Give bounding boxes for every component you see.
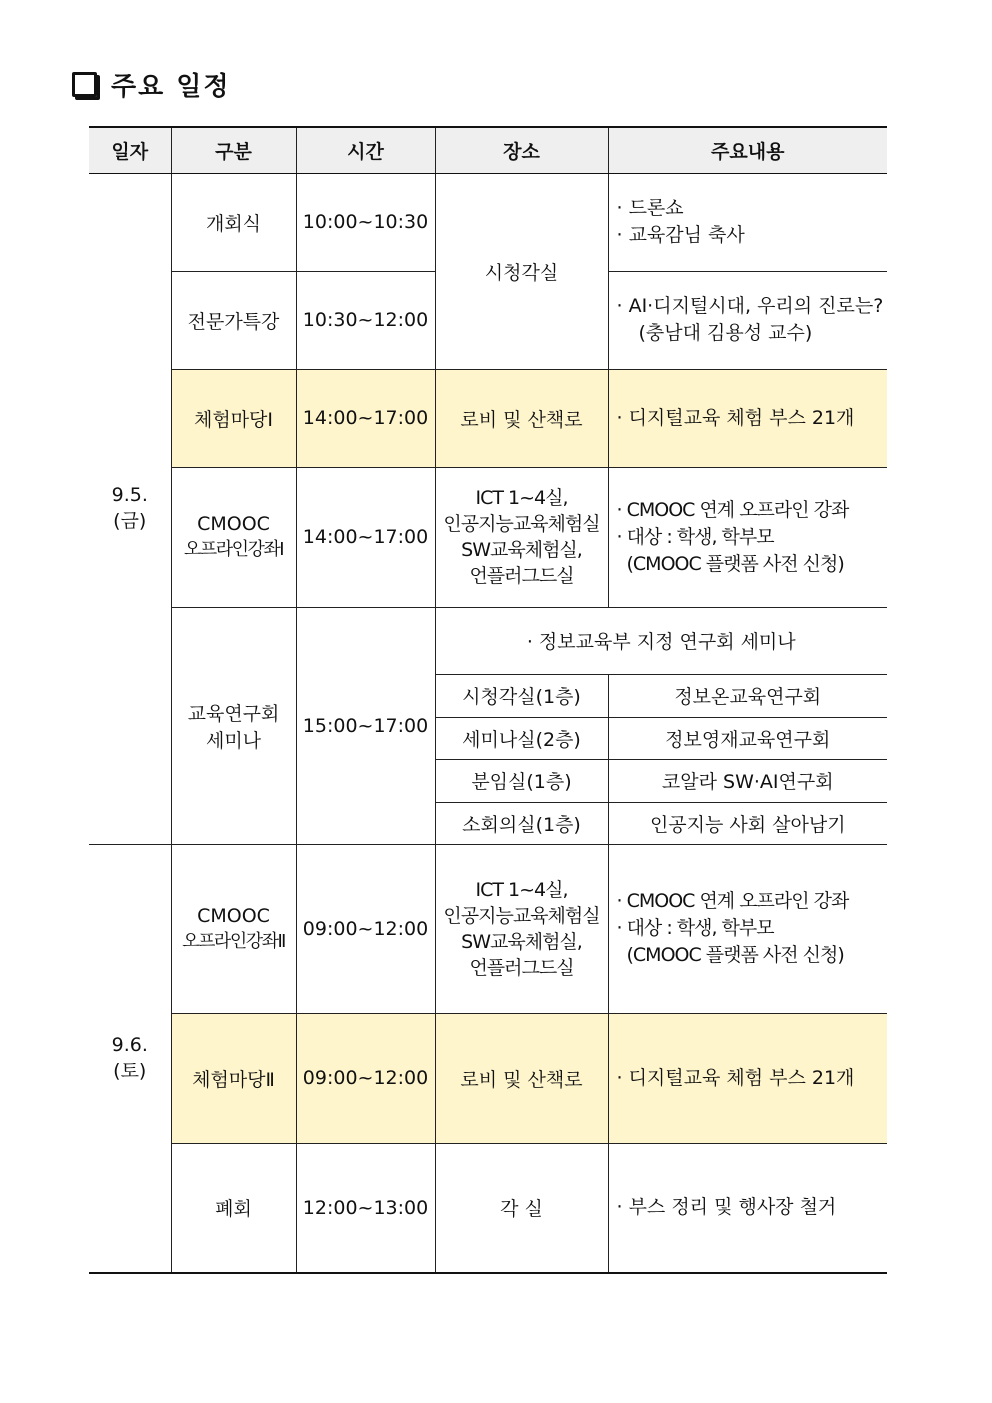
category-cell: CMOOC 오프라인강좌Ⅰ — [171, 467, 296, 607]
content-cell: · 디지털교육 체험 부스 21개 — [608, 1013, 887, 1143]
group-cell: 정보영재교육연구회 — [608, 717, 887, 759]
seminar-summary-cell: · 정보교육부 지정 연구회 세미나 — [435, 607, 887, 674]
content-cell: · 부스 정리 및 행사장 철거 — [608, 1143, 887, 1273]
time-cell: 14:00~17:00 — [296, 467, 435, 607]
time-cell: 14:00~17:00 — [296, 369, 435, 467]
time-cell: 15:00~17:00 — [296, 607, 435, 844]
table-row — [89, 1143, 887, 1273]
content-cell: · AI·디지털시대, 우리의 진로는? (충남대 김용성 교수) — [608, 271, 887, 369]
place-cell: 로비 및 산책로 — [435, 369, 608, 467]
category-cell: CMOOC 오프라인강좌Ⅱ — [171, 844, 296, 1013]
content-cell: · CMOOC 연계 오프라인 강좌 · 대상 : 학생, 학부모 (CMOOC 플랫폼 사전 신청) — [608, 844, 887, 1013]
category-cell: 체험마당Ⅱ — [171, 1013, 296, 1143]
category-cell: 전문가특강 — [171, 271, 296, 369]
header-date: 일자 — [89, 127, 171, 173]
place-cell: 각 실 — [435, 1143, 608, 1273]
page-title: 주요 일정 — [111, 71, 231, 102]
place-cell: 분임실(1층) — [435, 759, 608, 802]
content-cell: · 드론쇼 · 교육감님 축사 — [608, 173, 887, 271]
header-content: 주요내용 — [608, 127, 887, 173]
section-title — [72, 66, 231, 102]
group-cell: 코알라 SW·AI연구회 — [608, 759, 887, 802]
place-cell: 소회의실(1층) — [435, 802, 608, 844]
header-category: 구분 — [171, 127, 296, 173]
time-cell: 09:00~12:00 — [296, 1013, 435, 1143]
checkbox-square-icon — [72, 72, 97, 97]
time-cell: 10:30~12:00 — [296, 271, 435, 369]
table-row — [89, 844, 887, 1013]
place-cell: 시청각실 — [435, 173, 608, 369]
header-place: 장소 — [435, 127, 608, 173]
table-header-row — [89, 127, 887, 173]
content-cell: · CMOOC 연계 오프라인 강좌 · 대상 : 학생, 학부모 (CMOOC 플랫폼 사전 신청) — [608, 467, 887, 607]
content-cell: · 디지털교육 체험 부스 21개 — [608, 369, 887, 467]
table-row — [89, 1013, 887, 1143]
schedule-table — [89, 126, 887, 1274]
table-row — [89, 369, 887, 467]
place-cell: ICT 1~4실, 인공지능교육체험실 SW교육체험실, 언플러그드실 — [435, 844, 608, 1013]
table-row — [89, 173, 887, 271]
category-cell: 체험마당Ⅰ — [171, 369, 296, 467]
table-row — [89, 607, 887, 674]
time-cell: 10:00~10:30 — [296, 173, 435, 271]
place-cell: 시청각실(1층) — [435, 674, 608, 717]
place-cell: 로비 및 산책로 — [435, 1013, 608, 1143]
date-cell-day2: 9.6. (토) — [89, 844, 171, 1273]
group-cell: 인공지능 사회 살아남기 — [608, 802, 887, 844]
category-cell: 폐회 — [171, 1143, 296, 1273]
time-cell: 12:00~13:00 — [296, 1143, 435, 1273]
place-cell: ICT 1~4실, 인공지능교육체험실 SW교육체험실, 언플러그드실 — [435, 467, 608, 607]
date-cell-day1: 9.5. (금) — [89, 173, 171, 844]
header-time: 시간 — [296, 127, 435, 173]
group-cell: 정보온교육연구회 — [608, 674, 887, 717]
table-row — [89, 467, 887, 607]
category-cell: 교육연구회 세미나 — [171, 607, 296, 844]
place-cell: 세미나실(2층) — [435, 717, 608, 759]
time-cell: 09:00~12:00 — [296, 844, 435, 1013]
category-cell: 개회식 — [171, 173, 296, 271]
